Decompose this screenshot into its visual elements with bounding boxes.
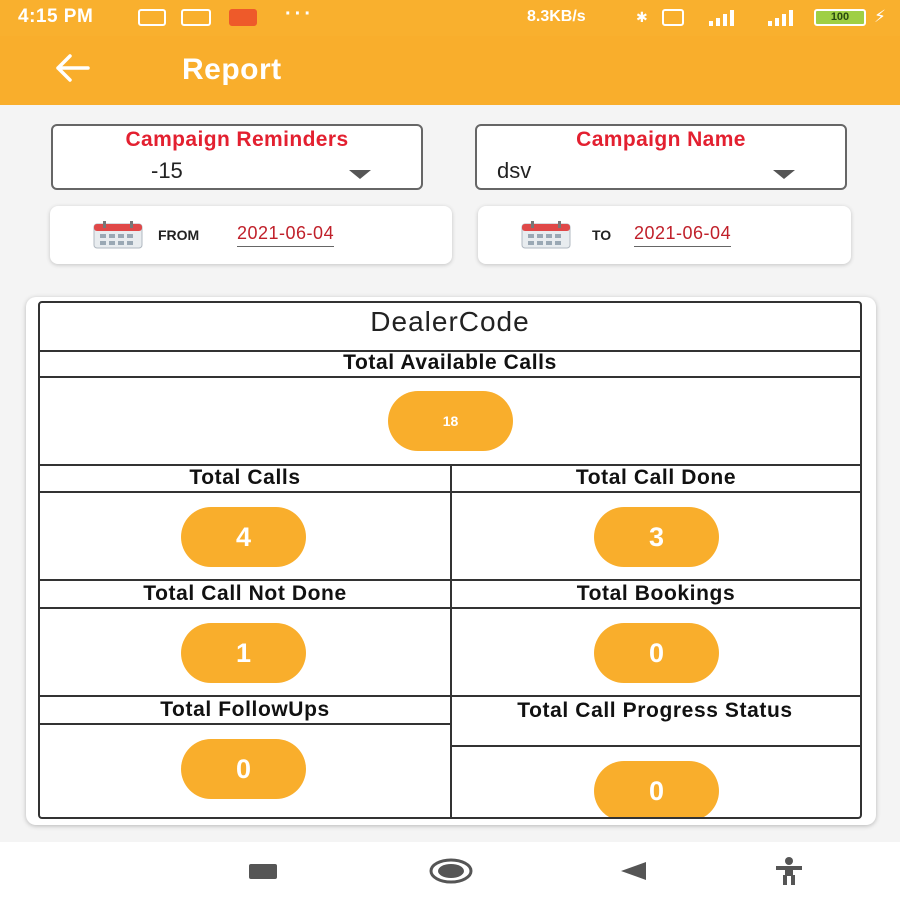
total-calls-value: 4 [181,507,306,567]
from-label: FROM [158,227,200,243]
page-title: Report [182,53,282,86]
from-date-value[interactable]: 2021-06-04 [237,223,334,247]
chevron-down-icon[interactable] [773,170,795,179]
status-time: 4:15 PM [18,6,94,27]
status-bar [0,0,900,36]
notification-icon [229,9,257,26]
status-dots: ··· [285,3,314,25]
total-available-calls-label: Total Available Calls [343,351,557,374]
bluetooth-icon: ✱ [636,9,648,25]
campaign-name-value: dsv [497,158,532,183]
divider [40,695,860,697]
total-bookings-value: 0 [594,623,719,683]
divider [40,579,860,581]
battery-icon: 100 [814,9,866,26]
dealer-code: DealerCode [370,306,530,337]
campaign-reminders-dropdown[interactable] [51,124,423,190]
total-call-not-done-label: Total Call Not Done [143,582,347,605]
campaign-name-label: Campaign Name [576,128,746,151]
total-bookings-label: Total Bookings [576,582,736,605]
campaign-reminders-value: -15 [151,158,183,183]
divider [40,723,450,725]
navigation-bar [0,842,900,900]
charging-icon: ⚡ [874,7,886,26]
total-call-done-label: Total Call Done [575,466,737,489]
calendar-icon [93,221,143,249]
chevron-down-icon[interactable] [349,170,371,179]
to-label: TO [592,227,612,243]
divider [40,607,860,609]
divider [40,376,860,378]
total-followups-label: Total FollowUps [160,698,330,721]
report-grid [38,301,862,819]
total-available-calls-value: 18 [388,391,513,451]
divider [451,745,860,747]
total-call-progress-status-value: 0 [594,761,719,819]
network-speed: 8.3KB/s [527,8,586,25]
campaign-name-dropdown[interactable] [475,124,847,190]
total-call-not-done-value: 1 [181,623,306,683]
calendar-icon [521,221,571,249]
app-bar [0,36,900,105]
usb-icon [181,9,211,26]
wifi-icon [764,8,804,26]
total-calls-label: Total Calls [189,466,301,489]
accessibility-icon[interactable] [773,856,805,886]
total-followups-value: 0 [181,739,306,799]
chat-icon [138,9,166,26]
arrow-left-icon[interactable] [50,46,94,90]
vibrate-icon [662,9,684,26]
campaign-reminders-label: Campaign Reminders [125,128,349,151]
back-triangle-icon[interactable] [618,860,648,882]
home-circle-icon[interactable] [428,857,474,885]
divider [450,464,452,819]
divider [40,491,860,493]
total-call-progress-status-label: Total Call Progress Status [517,699,793,722]
total-call-done-value: 3 [594,507,719,567]
menu-square-icon[interactable] [249,864,277,879]
to-date-value[interactable]: 2021-06-04 [634,223,731,247]
signal-icon [705,8,753,26]
from-date-card[interactable] [50,206,452,264]
to-date-card[interactable] [478,206,851,264]
